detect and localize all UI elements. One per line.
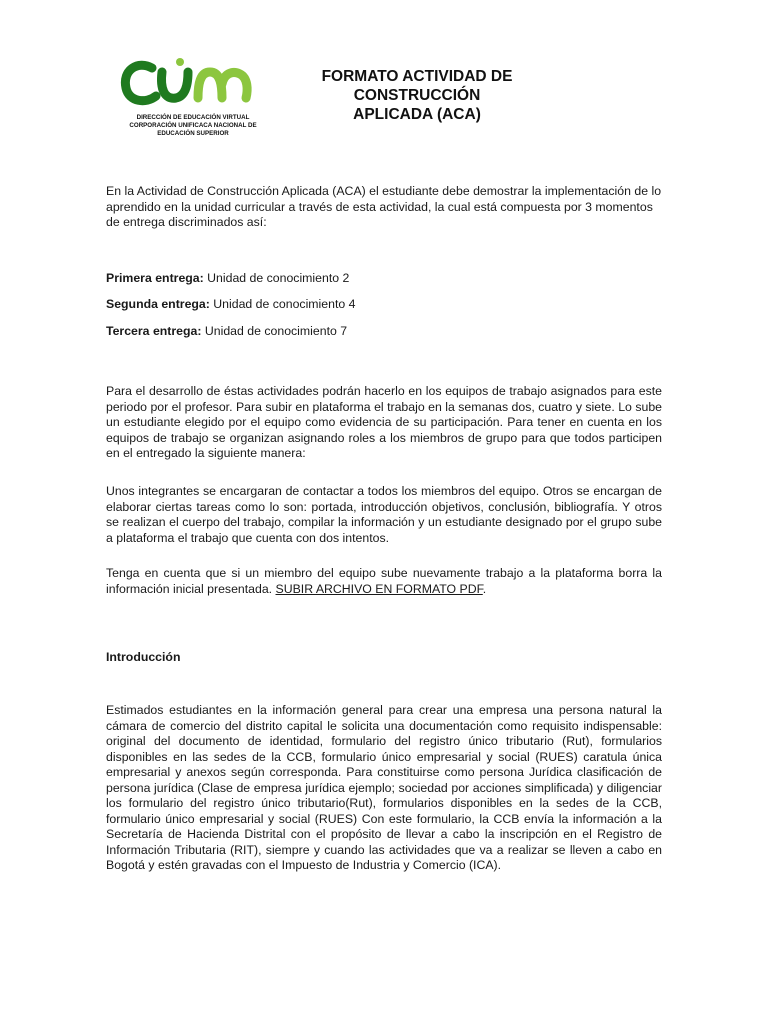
title-line: FORMATO ACTIVIDAD DE CONSTRUCCIÓN [321,68,513,104]
entrega-value: Unidad de conocimiento 2 [207,271,350,285]
paragraph-roles: Unos integrantes se encargaran de contactar a todos los miembros del equipo. Otros se encargan de elaborar ciertas tareas como lo son: portada, introducción objetivos, conclusión, bibliografía. Y otros se realizan el cuerpo del trabajo, compilar la información y un estudiante designado por el grupo sube a plataforma el trabajo que cuenta con dos intentos. [106,484,662,545]
entrega-item [106,271,349,286]
entrega-label: Tercera entrega: [106,324,202,338]
upload-note-text: Tenga en cuenta que si un miembro del equipo sube nuevamente trabajo a la plataforma borra la información inicial presentada. [106,566,662,596]
title-line: APLICADA (ACA) [353,106,481,123]
logo-caption-line: CORPORACIÓN UNIFICACA NACIONAL DE [129,122,257,129]
entrega-label: Primera entrega: [106,271,204,285]
paragraph-upload-note [106,566,662,597]
logo-caption-line: EDUCACIÓN SUPERIOR [157,130,229,137]
section-heading-introduccion: Introducción [106,650,181,664]
intro-paragraph: En la Actividad de Construcción Aplicada (ACA) el estudiante debe demostrar la implementación de lo aprendido en la unidad curricular a través de esta actividad, la cual está compuesta por 3 momentos de entrega discriminados así: [106,184,662,229]
document-title [272,67,562,124]
entrega-value: Unidad de conocimiento 4 [213,297,356,311]
entrega-value: Unidad de conocimiento 7 [204,324,348,338]
upload-note-end: . [482,581,487,596]
logo-caption-line: DIRECCIÓN DE EDUCACIÓN VIRTUAL [136,114,250,121]
paragraph-introduccion: Estimados estudiantes en la información general para crear una empresa una persona natural la cámara de comercio del distrito capital le solicita una documentación como requisito indispensable: original del documento de identidad, formulario del registro único tributario (Rut), formularios disponibles en las sedes de la CCB, formulario único empresarial y social (RUES) caratula única empresarial y anexos según corresponda. Para constituirse como persona Jurídica clasificación de persona jurídica (Clase de empresa jurídica ejemplo; sociedad por acciones simplificada) y diligenciar los formulario del registro único tributario(Rut), formularios disponibles en la sedes de la CCB, formulario único empresarial y social (RUES) Con este formulario, la CCB envía la información a la Secretaría de Hacienda Distrital con el propósito de llevar a cabo la inscripción en el Registro de Información Tributaria (RIT), siempre y cuando las actividades que va a realizar se lleven a cabo en Bogotá y estén gravadas con el Impuesto de Industria y Comercio (ICA). [106,703,662,872]
entrega-item [106,297,355,312]
entrega-label: Segunda entrega: [106,297,210,311]
entrega-item [106,324,347,339]
paragraph-teams: Para el desarrollo de éstas actividades podrán hacerlo en los equipos de trabajo asignados para este periodo por el profesor. Para subir en plataforma el trabajo en la semanas dos, cuatro y siete. Lo sube un estudiante elegido por el equipo como evidencia de su participación. Para tener en cuenta en los equipos de trabajo se organizan asignando roles a los miembros de grupo para que todos participen en el entregado la siguiente manera: [106,384,662,460]
logo-caption [118,114,268,138]
cun-logo-block [118,54,268,138]
upload-pdf-link[interactable]: SUBIR ARCHIVO EN FORMATO PDF [275,581,483,596]
cun-logo-icon [118,54,256,114]
